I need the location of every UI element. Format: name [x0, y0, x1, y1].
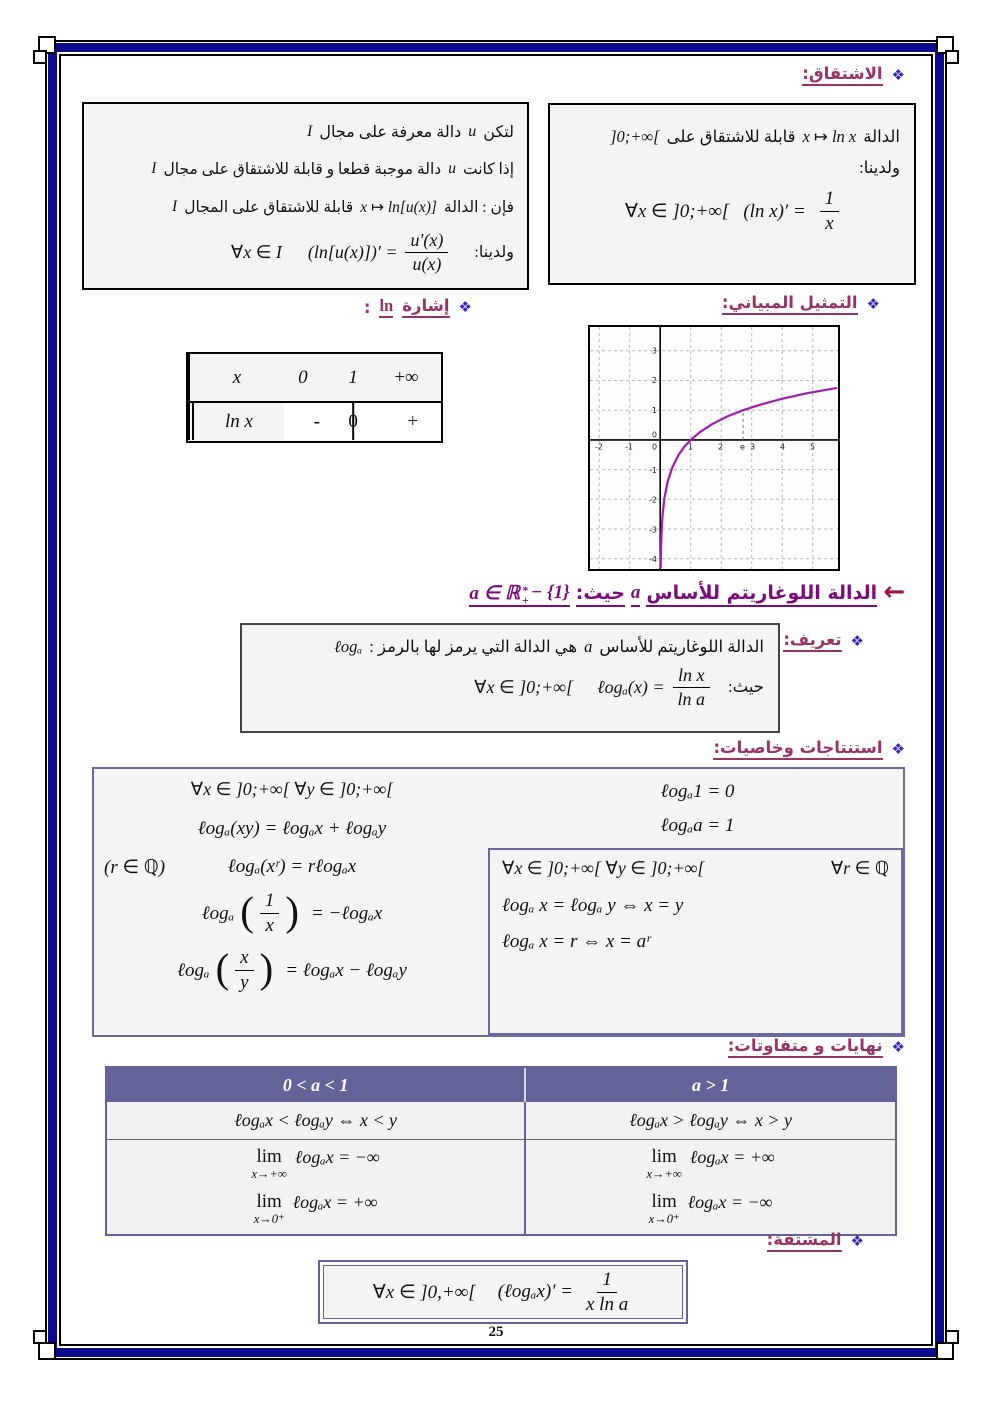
- math-ln-map: x ↦ ln x: [802, 127, 857, 146]
- svg-text:-1: -1: [625, 442, 633, 452]
- frame-corner-ornament: [38, 1342, 56, 1360]
- equiv-domain: ∀x ∈ ]0;+∞[ ∀y ∈ ]0;+∞[ ∀r ∈ ℚ: [502, 858, 889, 878]
- text-ar: قابلة للاشتقاق على المجال: [184, 198, 354, 216]
- heading-graph-label: التمثيل المبياني:: [722, 293, 858, 315]
- svg-text:-1: -1: [649, 466, 657, 475]
- heading-derivation-label: الاشتقاق:: [802, 64, 882, 86]
- section-title-where: حيث:: [576, 582, 625, 607]
- heading-limits-label: نهايات و متفاوتات:: [728, 1036, 883, 1058]
- limits-table-limits-row: [107, 1140, 895, 1234]
- big-paren-close: ): [285, 889, 299, 934]
- svg-text:2: 2: [651, 376, 657, 386]
- prop-domain: ∀x ∈ ]0;+∞[ ∀y ∈ ]0;+∞[: [190, 779, 394, 799]
- text-ar: دالة معرفة على مجال: [319, 124, 462, 141]
- fraction: $\frac{\text{ln x}}{\text{ln a}}$: [673, 665, 711, 709]
- math-lhs: ℓogₐ(x) =: [597, 676, 665, 697]
- svg-text:0: 0: [652, 442, 658, 452]
- y-tick-labels: [649, 347, 657, 565]
- math-interval: ]0;+∞[: [610, 127, 660, 146]
- x-tick-labels: [595, 443, 815, 452]
- text-ar: دالة موجبة قطعا و قابلة للاشتقاق على مجال: [163, 160, 442, 178]
- svg-text:e: e: [740, 442, 745, 452]
- math-I: I: [307, 123, 313, 140]
- limits-table-inequality-row: [107, 1102, 895, 1140]
- math-u: u: [468, 123, 477, 140]
- math-a: a: [631, 582, 641, 607]
- limits-left-column: [107, 1140, 526, 1234]
- math-ln-u-map: x ↦ ln[u(x)]: [360, 198, 437, 216]
- sign-table-ln-header: ln x: [188, 403, 284, 440]
- fraction: $\frac{1}{x}$: [820, 188, 840, 235]
- ln-u-derivative-box: [82, 102, 529, 290]
- sign-table-ln-values: [284, 403, 441, 440]
- page-number: 25: [488, 1324, 504, 1340]
- frame-corner-ornament: [33, 1330, 47, 1344]
- svg-text:5: 5: [810, 442, 816, 452]
- big-paren-open: (: [240, 889, 254, 934]
- math-forall: ∀x ∈ ]0,+∞[: [372, 1281, 476, 1303]
- tick-0: 0: [298, 366, 308, 388]
- prop-log-1: ℓogₐ1 = 0: [660, 781, 735, 802]
- limits-table-header: [107, 1068, 895, 1102]
- heading-properties: [713, 738, 905, 760]
- properties-box: [92, 767, 905, 1037]
- math-r-in-Q: (r ∈ ℚ): [104, 856, 166, 878]
- frame-corner-ornament: [945, 50, 959, 64]
- math-a-in-R-star-plus: a ∈ ℝ * + − {1}: [469, 582, 570, 607]
- diamond-bullet-icon: ❖: [891, 1037, 905, 1056]
- heading-ln-sign: [364, 296, 472, 318]
- heading-limits: [728, 1036, 905, 1058]
- diamond-bullet-icon: ❖: [891, 739, 905, 758]
- math-forall: ∀x ∈ I: [230, 241, 282, 262]
- heading-log-derivative-label: المشتقة:: [767, 1230, 842, 1252]
- limits-right-column: [526, 1140, 895, 1234]
- tick-infinity: +∞: [394, 366, 419, 388]
- limits-table: [105, 1066, 897, 1236]
- fraction: $\frac{u'(x)}{u(x)}$: [405, 230, 448, 274]
- frame-corner-ornament: [945, 1330, 959, 1344]
- sign-table-x-header: x: [188, 354, 284, 401]
- big-paren-close: ): [259, 946, 274, 991]
- sign-minus: -: [313, 410, 321, 432]
- prop-log-a: ℓogₐa = 1: [660, 815, 735, 836]
- left-arrow-icon: ←: [883, 577, 905, 607]
- frame-corner-ornament: [33, 50, 47, 64]
- math-forall: ∀x ∈ ]0;+∞[: [474, 676, 574, 697]
- inequality-left: ℓogₐx < ℓogₐy ⇔ x < y: [107, 1102, 526, 1139]
- math-I: I: [172, 198, 178, 215]
- diamond-bullet-icon: ❖: [866, 294, 880, 313]
- section-title-text: الدالة اللوغاريتم للأساس: [646, 582, 877, 607]
- subscript-plus: +: [522, 594, 529, 607]
- text-ar: حيث:: [728, 677, 764, 697]
- prop-product-rule: ℓogₐ(xy) = ℓogₐx + ℓogₐy: [197, 818, 387, 839]
- formula-lnu-derivative: [231, 230, 448, 274]
- inequality-right: ℓogₐx > ℓogₐy ⇔ x > y: [629, 1110, 792, 1130]
- svg-text:-3: -3: [649, 525, 657, 535]
- properties-left-column: [94, 769, 490, 1035]
- header-0-lt-a-lt-1: 0 < a < 1: [107, 1068, 526, 1102]
- text-ar: ولدينا:: [859, 158, 900, 178]
- formula-log-derivative: [373, 1269, 633, 1316]
- svg-text:4: 4: [780, 442, 786, 452]
- equiv-power: ℓogₐ x = r ⇔ x = aʳ: [502, 931, 651, 952]
- prop-power-rule: (r ∈ ℚ) ℓogₐ(xʳ) = rℓogₐx: [104, 856, 357, 878]
- limit-at-zero: lim x→0⁺ ℓogₐx = +∞: [253, 1190, 378, 1226]
- colon: :: [363, 297, 371, 317]
- fraction: $\frac{1}{\text{x ln a}}$: [585, 1268, 629, 1315]
- formula-log-definition: [474, 665, 710, 709]
- definition-box: [240, 623, 780, 733]
- section-title-log-base-a: [469, 577, 905, 607]
- big-paren-open: (: [215, 946, 230, 991]
- formula-ln-derivative: [564, 188, 900, 235]
- diamond-bullet-icon: ❖: [891, 65, 905, 84]
- svg-text:-2: -2: [649, 495, 657, 505]
- text-ar: فإن : الدالة: [443, 198, 514, 216]
- ln-derivative-box: [548, 103, 916, 285]
- text-ar: الدالة اللوغاريتم للأساس: [599, 637, 764, 656]
- math-u: u: [448, 160, 456, 177]
- diamond-bullet-icon: ❖: [850, 631, 864, 650]
- ln-sign-table: [186, 352, 443, 443]
- text-ar: قابلة للاشتقاق على: [666, 127, 796, 146]
- math-lhs: (ln x)′ =: [743, 200, 806, 222]
- log-derivative-box: [318, 1260, 688, 1324]
- svg-text:-4: -4: [649, 555, 657, 564]
- heading-graph: [722, 293, 880, 315]
- header-a-gt-1: a > 1: [691, 1074, 730, 1095]
- ln-curve: [661, 388, 837, 568]
- fraction: $\frac{1}{x}$: [260, 890, 280, 937]
- text-ar: ولدينا:: [474, 244, 514, 262]
- heading-definition-label: تعريف:: [783, 630, 841, 652]
- math-forall: ∀x ∈ ]0;+∞[: [624, 201, 730, 223]
- math-log-a: ℓogₐ: [334, 637, 363, 656]
- fraction: $\frac{x}{y}$: [235, 947, 253, 994]
- diamond-bullet-icon: ❖: [458, 297, 472, 316]
- svg-text:2: 2: [718, 442, 724, 452]
- diamond-bullet-icon: ❖: [850, 1231, 864, 1250]
- math-lhs: (ℓogₐx)′ =: [497, 1281, 573, 1302]
- text-ar: لتكن: [483, 124, 514, 141]
- sign-zero: 0: [348, 410, 358, 432]
- limit-at-zero: lim x→0⁺ ℓogₐx = −∞: [648, 1190, 773, 1226]
- math-a: a: [584, 637, 593, 656]
- heading-ln-sign-label: إشارة: [402, 296, 449, 318]
- sign-table-x-values: [284, 354, 441, 401]
- limit-at-infinity: lim x→+∞ ℓogₐx = −∞: [251, 1146, 380, 1181]
- sign-plus: +: [407, 410, 419, 432]
- superscript-star: *: [522, 584, 529, 597]
- properties-right-top: [490, 769, 905, 837]
- limit-at-infinity: lim x→+∞ ℓogₐx = +∞: [646, 1146, 775, 1181]
- heading-definition: [783, 630, 864, 652]
- svg-text:3: 3: [651, 346, 657, 356]
- heading-properties-label: استنتاجات وخاصيات:: [713, 738, 882, 760]
- equivalences-inner-box: [488, 848, 903, 1035]
- prop-quotient-rule: ℓogₐ ( $\frac{x}{y}$ ) = ℓogₐx − ℓogₐy: [177, 946, 407, 993]
- text-ar: الدالة: [863, 127, 900, 146]
- math-ln: ln: [379, 296, 393, 318]
- svg-text:3: 3: [750, 442, 756, 452]
- svg-text:0: 0: [651, 430, 657, 440]
- equiv-injective: ℓogₐ x = ℓogₐ y ⇔ x = y: [502, 895, 684, 916]
- ln-curve-plot: [588, 325, 840, 571]
- frame-corner-ornament: [936, 1342, 954, 1360]
- math-lhs: (ln[u(x)])′ =: [307, 241, 398, 262]
- prop-inverse-rule: ℓogₐ ( $\frac{1}{x}$ ) = −ℓogₐx: [201, 889, 383, 936]
- heading-log-derivative: [767, 1230, 864, 1252]
- svg-text:-2: -2: [595, 442, 603, 452]
- text-ar: إذا كانت: [462, 160, 514, 178]
- heading-derivation: [802, 64, 905, 86]
- math-I: I: [151, 160, 157, 177]
- svg-text:1: 1: [651, 405, 657, 415]
- text-ar: هي الدالة التي يرمز لها بالرمز :: [369, 637, 578, 656]
- tick-1: 1: [348, 366, 358, 388]
- svg-text:1: 1: [688, 442, 694, 452]
